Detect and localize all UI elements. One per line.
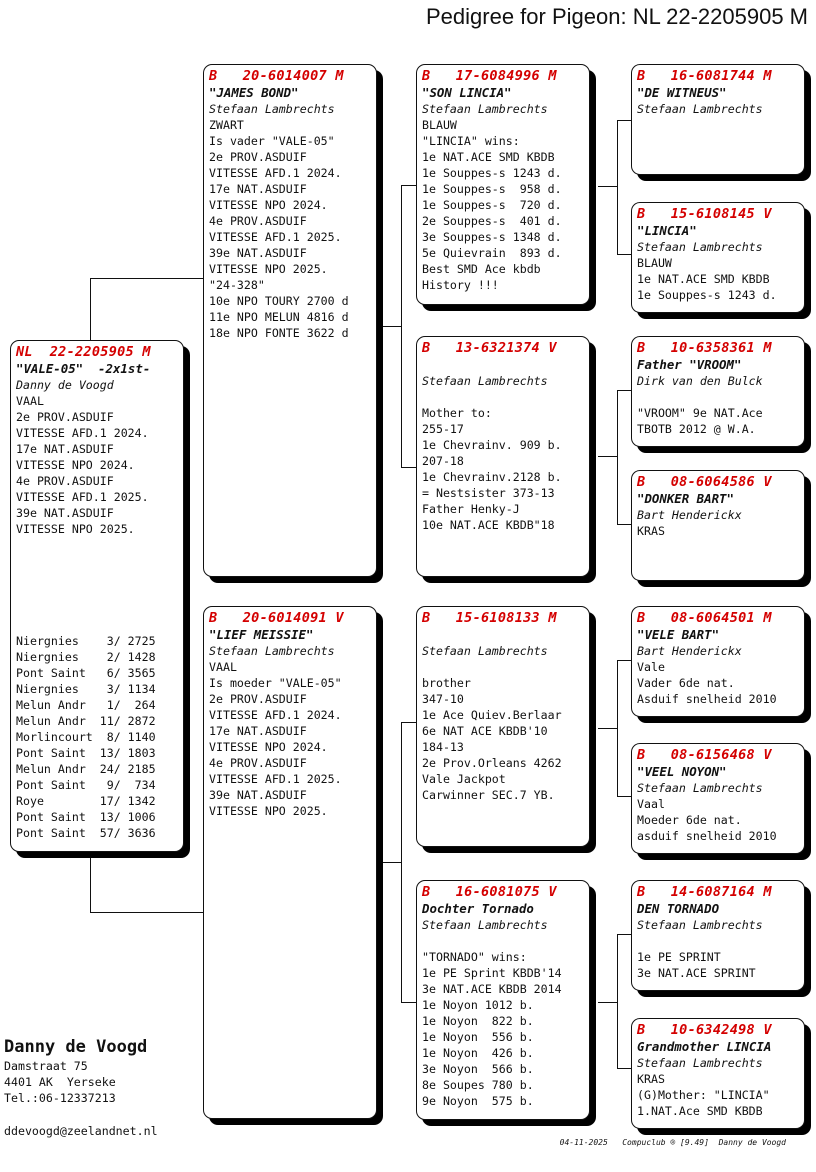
- info-line: TBOTB 2012 @ W.A.: [637, 422, 756, 436]
- ring-number: B 16-6081075 V: [422, 884, 557, 900]
- info-line: 8e Soupes 780 b.: [422, 1078, 534, 1092]
- info-line: "24-328": [209, 278, 265, 292]
- connector-line: [617, 254, 632, 255]
- breeder-name: Stefaan Lambrechts: [637, 1056, 763, 1070]
- info-line: VITESSE NPO 2025.: [209, 262, 328, 276]
- info-line: 1e Noyon 556 b.: [422, 1030, 534, 1044]
- info-line: 39e NAT.ASDUIF: [209, 246, 307, 260]
- connector-line: [617, 120, 618, 254]
- connector-line: [401, 722, 402, 1002]
- breeder-name: Stefaan Lambrechts: [422, 374, 548, 388]
- ring-number: B 10-6358361 M: [637, 340, 772, 356]
- info-line: ZWART: [209, 118, 244, 132]
- info-line: VITESSE AFD.1 2025.: [16, 490, 149, 504]
- pigeon-name: "VEEL NOYON": [637, 764, 727, 779]
- info-line: Vaal: [637, 797, 665, 811]
- info-line: 1e Noyon 822 b.: [422, 1014, 534, 1028]
- info-line: 1e Noyon 426 b.: [422, 1046, 534, 1060]
- connector-line: [90, 278, 204, 279]
- info-line: 11e NPO MELUN 4816 d: [209, 310, 349, 324]
- info-line: Pont Saint 13/ 1006: [16, 810, 156, 824]
- ring-number: B 20-6014091 V: [209, 610, 344, 626]
- info-line: 10e NPO TOURY 2700 d: [209, 294, 349, 308]
- info-line: 39e NAT.ASDUIF: [16, 506, 114, 520]
- pigeon-name: DEN TORNADO: [637, 901, 720, 916]
- connector-line: [617, 796, 632, 797]
- owner-block: [4, 1036, 147, 1106]
- connector-line: [617, 934, 618, 1068]
- info-line: [16, 553, 177, 569]
- breeder-name: Stefaan Lambrechts: [637, 240, 763, 254]
- ring-number: B 10-6342498 V: [637, 1022, 772, 1038]
- pigeon-name: "SON LINCIA": [422, 85, 512, 100]
- info-line: Morlincourt 8/ 1140: [16, 730, 156, 744]
- info-line: 3e NAT.ACE SPRINT: [637, 966, 756, 980]
- info-line: 5e Quievrain 893 d.: [422, 246, 562, 260]
- pigeon-name: "JAMES BOND": [209, 85, 299, 100]
- info-line: [422, 389, 583, 405]
- info-line: 4e PROV.ASDUIF: [209, 756, 307, 770]
- info-line: Roye 17/ 1342: [16, 794, 156, 808]
- info-line: Vader 6de nat.: [637, 676, 735, 690]
- info-line: 1e Noyon 1012 b.: [422, 998, 534, 1012]
- connector-line: [383, 326, 401, 327]
- grandparent-card[interactable]: [416, 336, 590, 577]
- pigeon-name: "VALE-05" -2x1st-: [16, 361, 151, 376]
- info-line: 3e Souppes-s 1348 d.: [422, 230, 562, 244]
- ring-number: B 17-6084996 M: [422, 68, 557, 84]
- info-line: 2e Souppes-s 401 d.: [422, 214, 562, 228]
- breeder-name: Stefaan Lambrechts: [209, 644, 335, 658]
- info-line: 9e Noyon 575 b.: [422, 1094, 534, 1108]
- info-line: 1e Souppes-s 1243 d.: [637, 288, 777, 302]
- great-grandparent-card[interactable]: [631, 606, 805, 717]
- connector-line: [598, 456, 617, 457]
- info-line: 184-13: [422, 740, 464, 754]
- info-line: VITESSE NPO 2025.: [209, 804, 328, 818]
- info-line: [16, 537, 177, 553]
- breeder-name: Bart Henderickx: [637, 508, 742, 522]
- breeder-name: Stefaan Lambrechts: [637, 781, 763, 795]
- info-line: Vale Jackpot: [422, 772, 506, 786]
- info-line: 255-17: [422, 422, 464, 436]
- info-line: KRAS: [637, 1072, 665, 1086]
- info-line: VITESSE NPO 2024.: [209, 198, 328, 212]
- info-line: 10e NAT.ACE KBDB"18: [422, 518, 555, 532]
- info-line: 17e NAT.ASDUIF: [209, 182, 307, 196]
- ring-number: B 08-6064501 M: [637, 610, 772, 626]
- info-line: asduif snelheid 2010: [637, 829, 777, 843]
- info-line: Moeder 6de nat.: [637, 813, 742, 827]
- ring-number: B 16-6081744 M: [637, 68, 772, 84]
- info-line: Carwinner SEC.7 YB.: [422, 788, 555, 802]
- info-line: 1.NAT.Ace SMD KBDB: [637, 1104, 763, 1118]
- ring-number: B 13-6321374 V: [422, 340, 557, 356]
- info-line: Mother to:: [422, 406, 492, 420]
- info-line: "VROOM" 9e NAT.Ace: [637, 406, 763, 420]
- info-line: 347-10: [422, 692, 464, 706]
- pigeon-name: "DONKER BART": [637, 491, 734, 506]
- ring-number: B 08-6064586 V: [637, 474, 772, 490]
- connector-line: [401, 467, 417, 468]
- info-line: brother: [422, 676, 471, 690]
- grandparent-card[interactable]: [416, 606, 590, 847]
- info-line: Pont Saint 13/ 1803: [16, 746, 156, 760]
- info-line: 1e NAT.ACE SMD KBDB: [422, 150, 555, 164]
- ring-number: B 08-6156468 V: [637, 747, 772, 763]
- ring-number: NL 22-2205905 M: [16, 344, 151, 360]
- connector-line: [401, 185, 402, 467]
- connector-line: [401, 722, 417, 723]
- info-line: 1e Chevrainv. 909 b.: [422, 438, 562, 452]
- info-line: Niergnies 3/ 1134: [16, 682, 156, 696]
- info-line: 18e NPO FONTE 3622 d: [209, 326, 349, 340]
- owner-address: Damstraat 75: [4, 1059, 88, 1073]
- great-grandparent-card[interactable]: [631, 202, 805, 313]
- connector-line: [617, 660, 618, 796]
- info-line: Father Henky-J: [422, 502, 520, 516]
- info-line: Pont Saint 57/ 3636: [16, 826, 156, 840]
- page-title: Pedigree for Pigeon: NL 22-2205905 M: [426, 4, 808, 29]
- breeder-name: Dirk van den Bulck: [637, 374, 763, 388]
- info-line: Pont Saint 9/ 734: [16, 778, 156, 792]
- dam-card[interactable]: [203, 606, 377, 1119]
- info-line: VITESSE AFD.1 2025.: [209, 772, 342, 786]
- connector-line: [598, 186, 617, 187]
- connector-line: [617, 390, 632, 391]
- breeder-name: Stefaan Lambrechts: [637, 918, 763, 932]
- info-line: "TORNADO" wins:: [422, 950, 527, 964]
- info-line: Best SMD Ace kbdb: [422, 262, 541, 276]
- info-line: VITESSE NPO 2025.: [16, 522, 135, 536]
- info-line: 2e Prov.Orleans 4262: [422, 756, 562, 770]
- breeder-name: Stefaan Lambrechts: [209, 102, 335, 116]
- breeder-name: Stefaan Lambrechts: [422, 102, 548, 116]
- pigeon-name: [422, 357, 583, 373]
- info-line: KRAS: [637, 524, 665, 538]
- ring-number: B 20-6014007 M: [209, 68, 344, 84]
- subject-pigeon-card[interactable]: [10, 340, 184, 852]
- info-line: 17e NAT.ASDUIF: [16, 442, 114, 456]
- connector-line: [617, 390, 618, 524]
- info-line: Melun Andr 11/ 2872: [16, 714, 156, 728]
- connector-line: [617, 524, 632, 525]
- info-line: [16, 585, 177, 601]
- info-line: VITESSE AFD.1 2024.: [16, 426, 149, 440]
- pigeon-name: "DE WITNEUS": [637, 85, 727, 100]
- info-line: 2e PROV.ASDUIF: [209, 150, 307, 164]
- sire-card[interactable]: [203, 64, 377, 577]
- great-grandparent-card[interactable]: [631, 1018, 805, 1129]
- info-line: 207-18: [422, 454, 464, 468]
- info-line: 2e PROV.ASDUIF: [209, 692, 307, 706]
- breeder-name: Stefaan Lambrechts: [422, 644, 548, 658]
- info-line: 6e NAT ACE KBDB'10: [422, 724, 548, 738]
- breeder-name: Danny de Voogd: [16, 378, 114, 392]
- info-line: VAAL: [209, 660, 237, 674]
- info-line: VAAL: [16, 394, 44, 408]
- grandparent-card[interactable]: [416, 64, 590, 305]
- connector-line: [401, 1002, 417, 1003]
- owner-city: 4401 AK Yerseke: [4, 1075, 116, 1089]
- info-line: 39e NAT.ASDUIF: [209, 788, 307, 802]
- pigeon-name: Dochter Tornado: [422, 901, 534, 916]
- connector-line: [617, 934, 632, 935]
- info-line: VITESSE NPO 2024.: [209, 740, 328, 754]
- info-line: Melun Andr 1/ 264: [16, 698, 156, 712]
- info-line: [422, 659, 583, 675]
- info-line: 2e PROV.ASDUIF: [16, 410, 114, 424]
- great-grandparent-card[interactable]: [631, 743, 805, 854]
- info-line: 1e Souppes-s 958 d.: [422, 182, 562, 196]
- connector-line: [617, 120, 632, 121]
- breeder-name: Stefaan Lambrechts: [422, 918, 548, 932]
- info-line: 1e PE SPRINT: [637, 950, 721, 964]
- info-line: 1e Souppes-s 720 d.: [422, 198, 562, 212]
- info-line: Melun Andr 24/ 2185: [16, 762, 156, 776]
- info-line: Is moeder "VALE-05": [209, 676, 342, 690]
- footer-credit: 04-11-2025 Compuclub ® [9.49] Danny de Voogd: [559, 1138, 786, 1147]
- info-line: History !!!: [422, 278, 499, 292]
- connector-line: [90, 912, 204, 913]
- great-grandparent-card[interactable]: [631, 64, 805, 175]
- ring-number: B 14-6087164 M: [637, 884, 772, 900]
- pigeon-name: "LINCIA": [637, 223, 697, 238]
- connector-line: [598, 1002, 617, 1003]
- info-line: VITESSE AFD.1 2025.: [209, 230, 342, 244]
- owner-phone: Tel.:06-12337213: [4, 1091, 116, 1105]
- breeder-name: Bart Henderickx: [637, 644, 742, 658]
- info-line: BLAUW: [637, 256, 672, 270]
- info-line: VITESSE AFD.1 2024.: [209, 708, 342, 722]
- pigeon-name: "VELE BART": [637, 627, 720, 642]
- pigeon-name: "LIEF MEISSIE": [209, 627, 314, 642]
- info-line: [422, 933, 583, 949]
- info-line: Asduif snelheid 2010: [637, 692, 777, 706]
- info-line: (G)Mother: "LINCIA": [637, 1088, 770, 1102]
- info-line: 1e NAT.ACE SMD KBDB: [637, 272, 770, 286]
- info-line: Pont Saint 6/ 3565: [16, 666, 156, 680]
- connector-line: [90, 852, 91, 912]
- connector-line: [383, 862, 401, 863]
- ring-number: B 15-6108133 M: [422, 610, 557, 626]
- pigeon-name: [422, 627, 583, 643]
- connector-line: [401, 185, 417, 186]
- grandparent-card[interactable]: [416, 880, 590, 1120]
- info-line: "LINCIA" wins:: [422, 134, 520, 148]
- info-line: [16, 569, 177, 585]
- info-line: 3e Noyon 566 b.: [422, 1062, 534, 1076]
- info-line: [637, 933, 798, 949]
- connector-line: [617, 1068, 632, 1069]
- great-grandparent-card[interactable]: [631, 336, 805, 447]
- info-line: [16, 617, 177, 633]
- info-line: 1e Souppes-s 1243 d.: [422, 166, 562, 180]
- connector-line: [90, 278, 91, 340]
- pigeon-name: Father "VROOM": [637, 357, 742, 372]
- info-line: 3e NAT.ACE KBDB 2014: [422, 982, 562, 996]
- connector-line: [598, 728, 617, 729]
- owner-email[interactable]: ddevoogd@zeelandnet.nl: [4, 1124, 158, 1138]
- pigeon-name: Grandmother LINCIA: [637, 1039, 772, 1054]
- info-line: 1e Ace Quiev.Berlaar: [422, 708, 562, 722]
- info-line: Is vader "VALE-05": [209, 134, 335, 148]
- breeder-name: Stefaan Lambrechts: [637, 102, 763, 116]
- info-line: 4e PROV.ASDUIF: [16, 474, 114, 488]
- great-grandparent-card[interactable]: [631, 470, 805, 581]
- info-line: 17e NAT.ASDUIF: [209, 724, 307, 738]
- info-line: Niergnies 2/ 1428: [16, 650, 156, 664]
- info-line: [16, 601, 177, 617]
- info-line: 1e Chevrainv.2128 b.: [422, 470, 562, 484]
- info-line: 1e PE Sprint KBDB'14: [422, 966, 562, 980]
- info-line: [637, 389, 798, 405]
- info-line: 4e PROV.ASDUIF: [209, 214, 307, 228]
- owner-name: Danny de Voogd: [4, 1037, 148, 1057]
- ring-number: B 15-6108145 V: [637, 206, 772, 222]
- connector-line: [617, 660, 632, 661]
- info-line: VITESSE AFD.1 2024.: [209, 166, 342, 180]
- info-line: Vale: [637, 660, 665, 674]
- info-line: Niergnies 3/ 2725: [16, 634, 156, 648]
- info-line: VITESSE NPO 2024.: [16, 458, 135, 472]
- great-grandparent-card[interactable]: [631, 880, 805, 991]
- info-line: = Nestsister 373-13: [422, 486, 555, 500]
- info-line: BLAUW: [422, 118, 457, 132]
